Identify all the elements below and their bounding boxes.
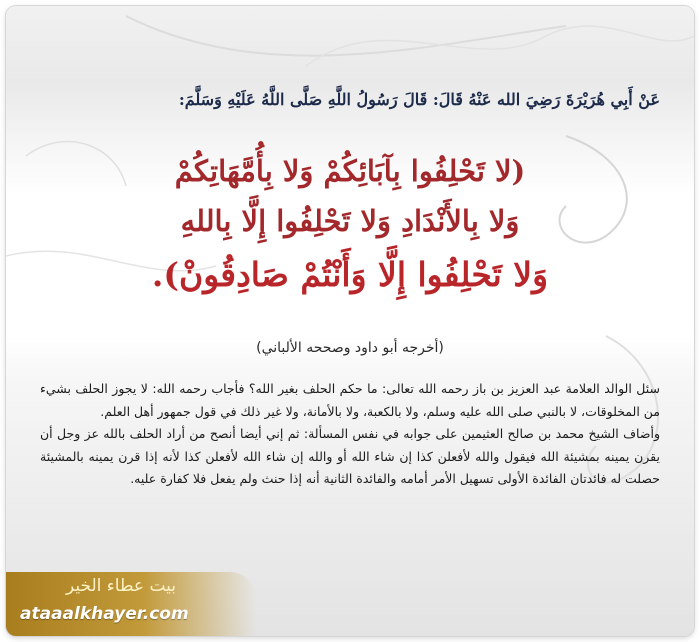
content-card [6, 6, 694, 636]
commentary-paragraph-2: وأضاف الشيخ محمد بن صالح العثيمين على جوابه في نفس المسألة: ثم إني أيضا أنصح من أراد الحلف بالله عز وجل أن يقرن يمينه بمشيئة الله فيقول والله لأفعلن كذا إن شاء الله أو والله إن شاء الله لأفعلن كذا لأنه إذا قرن يمينه بالمشيئة حصلت له فائدتان الفائدة الأولى تسهيل الأمر أمامه والفائدة الثانية أنه إذا حنث ولم يفعل فلا كفارة عليه. [40, 426, 660, 486]
hadith-narrator-intro: عَنْ أَبِي هُرَيْرَةَ رَضِيَ الله عَنْهُ قَالَ: قَالَ رَسُولُ اللَّهِ صَلَّى اللَّهُ عَلَيْهِ وَسَلَّمَ: [178, 90, 660, 109]
footer-brand [6, 572, 256, 636]
hadith-line-3: وَلا تَحْلِفُوا إِلَّا وَأَنْتُمْ صَادِقُونْ). [151, 255, 549, 294]
hadith-text [46, 146, 654, 304]
commentary [40, 378, 660, 491]
site-url[interactable]: ataaalkhayer.com [20, 604, 189, 624]
hadith-line-2: وَلا بِالأَنْدَادِ وَلا تَحْلِفُوا إِلَّا بِاللهِ [180, 204, 520, 238]
hadith-line-1: (لا تَحْلِفُوا بِآبَائِكُمْ وَلا بِأُمَّهَاتِكُمْ [174, 154, 526, 188]
commentary-paragraph-1: سئل الوالد العلامة عبد العزيز بن باز رحمه الله تعالى: ما حكم الحلف بغير الله؟ فأجاب رحمه الله: لا يجوز الحلف بشيء من المخلوقات، لا بالنبي صلى الله عليه وسلم، ولا بالكعبة، ولا بالأمانة، ولا غير ذلك في قول جمهور أهل العلم. [40, 381, 660, 419]
site-name-arabic: بيت عطاء الخير [66, 576, 177, 596]
hadith-source: (أخرجه أبو داود وصححه الألباني) [256, 340, 444, 356]
